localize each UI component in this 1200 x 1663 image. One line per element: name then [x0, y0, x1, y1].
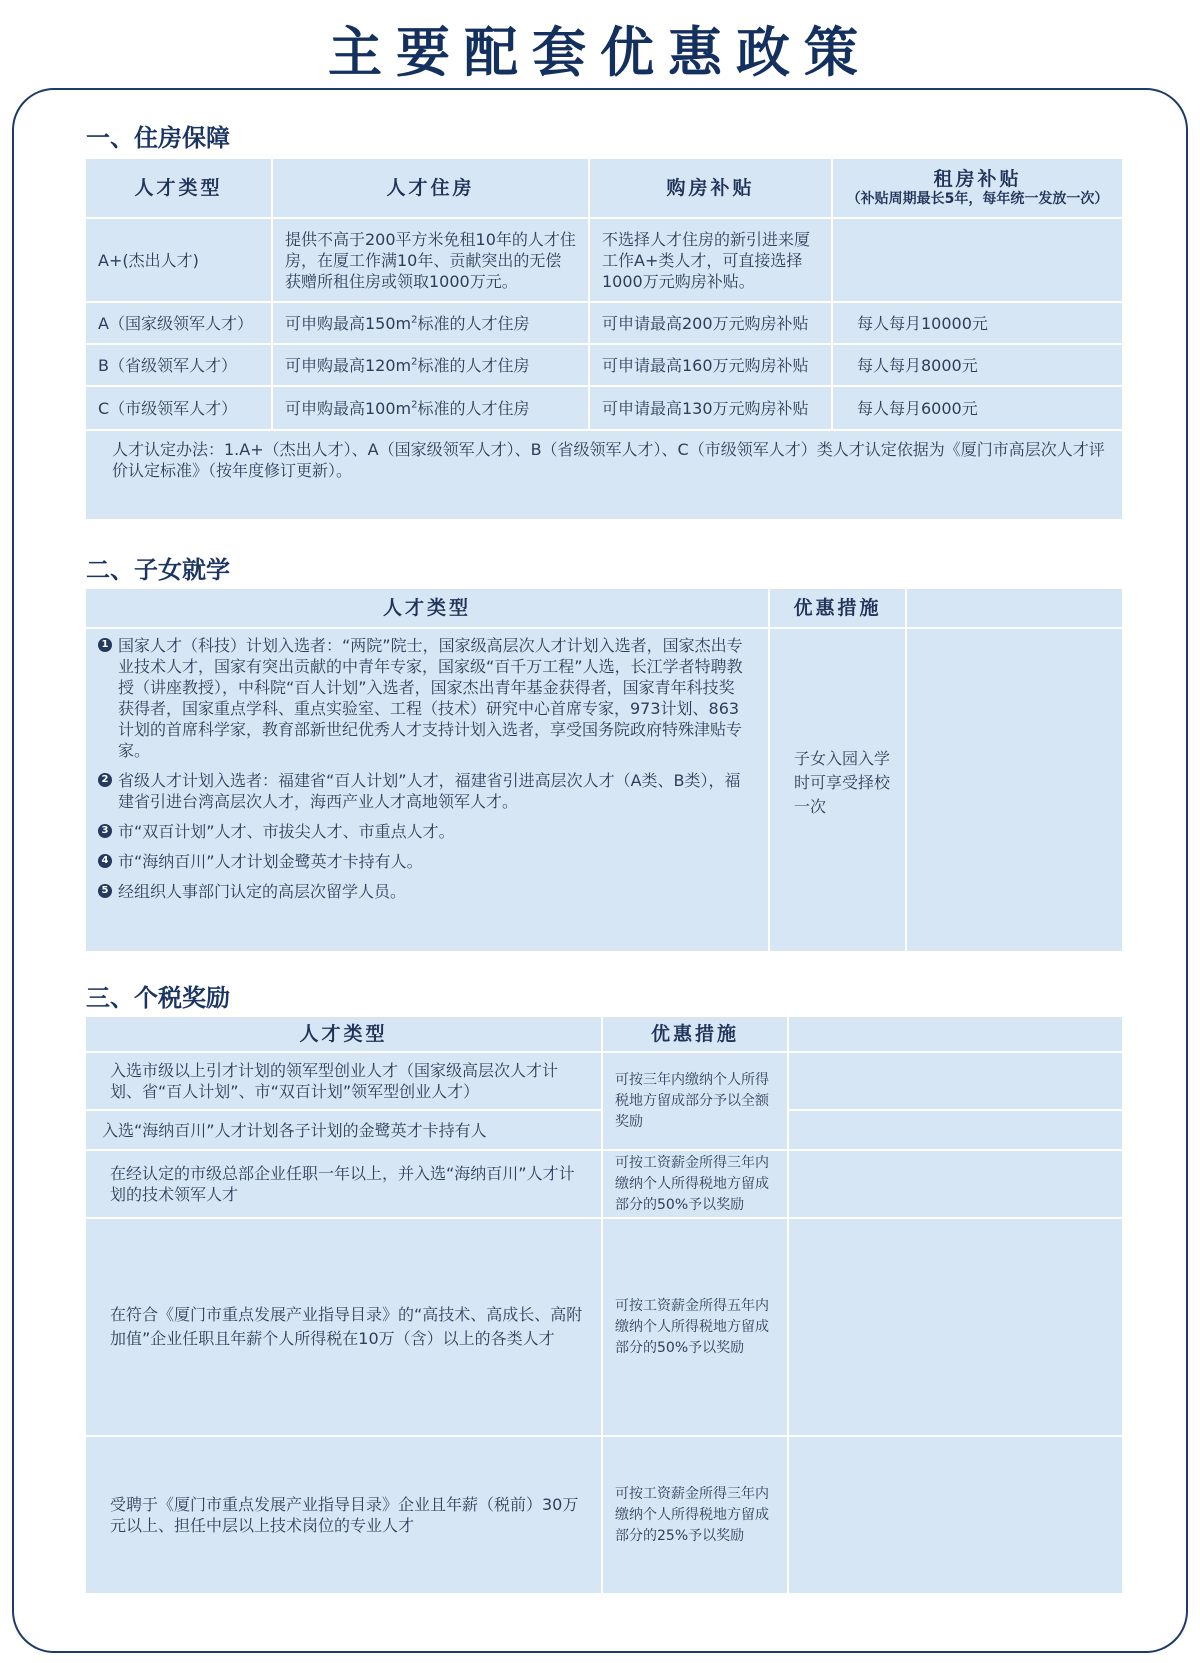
- list-item: 2 省级人才计划入选者：福建省“百人计划”人才，福建省引进高层次人才（A类、B类），福建省引进台湾高层次人才，海西产业人才高地领军人才。: [98, 770, 746, 812]
- number-badge: 1: [98, 638, 112, 652]
- cell-measure: 可按工资薪金所得三年内缴纳个人所得税地方留成部分的25%予以奖励: [602, 1436, 788, 1594]
- table-row: [85, 1218, 1123, 1436]
- cell-measure: 可按工资薪金所得三年内缴纳个人所得税地方留成部分的50%予以奖励: [602, 1150, 788, 1218]
- header-talent-type: 人才类型: [85, 1016, 602, 1052]
- number-badge: 3: [98, 824, 112, 838]
- cell-talent-list: [85, 628, 769, 952]
- header-measure: 优惠措施: [769, 588, 906, 628]
- section-title-housing: 一、住房保障: [86, 124, 230, 152]
- education-header-row: [85, 588, 1123, 628]
- header-talent-type: 人才类型: [85, 588, 769, 628]
- cell-purchase: 不选择人才住房的新引进来厦工作A+类人才，可直接选择1000万元购房补贴。: [589, 218, 832, 302]
- tax-table: [84, 1015, 1124, 1595]
- table-row: [85, 302, 1123, 344]
- header-purchase-subsidy: 购房补贴: [589, 158, 832, 218]
- housing-table: [84, 157, 1124, 521]
- talent-list: [98, 629, 746, 902]
- housing-note: 人才认定办法：1.A+（杰出人才）、A（国家级领军人才）、B（省级领军人才）、C（市级领军人才）类人才认定依据为《厦门市高层次人才评价认定标准》（按年度修订更新）。: [85, 430, 1123, 520]
- section-title-tax: 三、个税奖励: [86, 984, 230, 1012]
- cell-talent-type: 入选市级以上引才计划的领军型创业人才（国家级高层次人才计划、省“百人计划”、市“双百计划”领军型创业人才）: [85, 1052, 602, 1110]
- cell-talent-type: 在经认定的市级总部企业任职一年以上，并入选“海纳百川”人才计划的技术领军人才: [85, 1150, 602, 1218]
- cell-talent-type: 在符合《厦门市重点发展产业指导目录》的“高技术、高成长、高附加值”企业任职且年薪个人所得税在10万（含）以上的各类人才: [85, 1218, 602, 1436]
- cell-rent: 每人每月10000元: [832, 302, 1123, 344]
- table-row: [85, 1150, 1123, 1218]
- cell-talent-type: 入选“海纳百川”人才计划各子计划的金鹭英才卡持有人: [85, 1110, 602, 1150]
- cell-empty: [788, 1110, 1123, 1150]
- cell-rent: 每人每月6000元: [832, 386, 1123, 430]
- cell-empty: [906, 628, 1123, 952]
- list-item: 5 经组织人事部门认定的高层次留学人员。: [98, 881, 746, 902]
- cell-empty: [788, 1436, 1123, 1594]
- housing-header-row: [85, 158, 1123, 218]
- cell-rent: [832, 218, 1123, 302]
- header-empty: [788, 1016, 1123, 1052]
- header-talent-housing: 人才住房: [272, 158, 589, 218]
- number-badge: 5: [98, 884, 112, 898]
- cell-housing: 可申购最高$120m^2$标准的人才住房: [272, 344, 589, 386]
- header-empty: [906, 588, 1123, 628]
- header-rent-subsidy: [832, 158, 1123, 218]
- cell-talent-type: B（省级领军人才）: [85, 344, 272, 386]
- cell-talent-type: 受聘于《厦门市重点发展产业指导目录》企业且年薪（税前）30万元以上、担任中层以上技术岗位的专业人才: [85, 1436, 602, 1594]
- header-measure: 优惠措施: [602, 1016, 788, 1052]
- cell-talent-type: A（国家级领军人才）: [85, 302, 272, 344]
- list-item: 1 国家人才（科技）计划入选者：“两院”院士，国家级高层次人才计划入选者，国家杰出专业技术人才，国家有突出贡献的中青年专家，国家级“百千万工程”人选，长江学者特聘教授（讲座教授），中科院“百人计划”入选者，国家杰出青年基金获得者，国家青年科技奖获得者，国家重点学科、重点实验室、工程（技术）研究中心首席专家，973计划、863计划的首席科学家，教育部新世纪优秀人才支持计划入选者，享受国务院政府特殊津贴专家。: [98, 635, 746, 761]
- tax-header-row: [85, 1016, 1123, 1052]
- cell-housing: 提供不高于200平方米免租10年的人才住房，在厦工作满10年、贡献突出的无偿获赠所租住房或领取1000万元。: [272, 218, 589, 302]
- rent-subsidy-label: 租房补贴: [933, 167, 1022, 190]
- cell-measure: 可按工资薪金所得五年内缴纳个人所得税地方留成部分的50%予以奖励: [602, 1218, 788, 1436]
- table-row: [85, 344, 1123, 386]
- cell-talent-type: A+(杰出人才): [85, 218, 272, 302]
- table-row: [85, 1052, 1123, 1110]
- cell-empty: [788, 1218, 1123, 1436]
- education-table: [84, 587, 1124, 953]
- table-row: [85, 218, 1123, 302]
- rent-subsidy-note: （补贴周期最长5年，每年统一发放一次）: [846, 190, 1109, 207]
- header-talent-type: 人才类型: [85, 158, 272, 218]
- cell-housing: 可申购最高$150m^2$标准的人才住房: [272, 302, 589, 344]
- table-row: [85, 1436, 1123, 1594]
- table-row: [85, 386, 1123, 430]
- page-title: 主要配套优惠政策: [328, 20, 872, 84]
- cell-measure: 可按三年内缴纳个人所得税地方留成部分予以全额奖励: [602, 1052, 788, 1150]
- list-item: 4 市“海纳百川”人才计划金鹭英才卡持有人。: [98, 851, 746, 872]
- cell-purchase: 可申请最高160万元购房补贴: [589, 344, 832, 386]
- cell-measure: 子女入园入学时可享受择校一次: [769, 628, 906, 952]
- number-badge: 4: [98, 854, 112, 868]
- cell-purchase: 可申请最高200万元购房补贴: [589, 302, 832, 344]
- housing-note-row: [85, 430, 1123, 520]
- section-title-education: 二、子女就学: [86, 556, 230, 584]
- cell-housing: 可申购最高$100m^2$标准的人才住房: [272, 386, 589, 430]
- cell-empty: [788, 1150, 1123, 1218]
- cell-rent: 每人每月8000元: [832, 344, 1123, 386]
- cell-talent-type: C（市级领军人才）: [85, 386, 272, 430]
- cell-empty: [788, 1052, 1123, 1110]
- cell-purchase: 可申请最高130万元购房补贴: [589, 386, 832, 430]
- number-badge: 2: [98, 773, 112, 787]
- list-item: 3 市“双百计划”人才、市拔尖人才、市重点人才。: [98, 821, 746, 842]
- table-row: [85, 628, 1123, 952]
